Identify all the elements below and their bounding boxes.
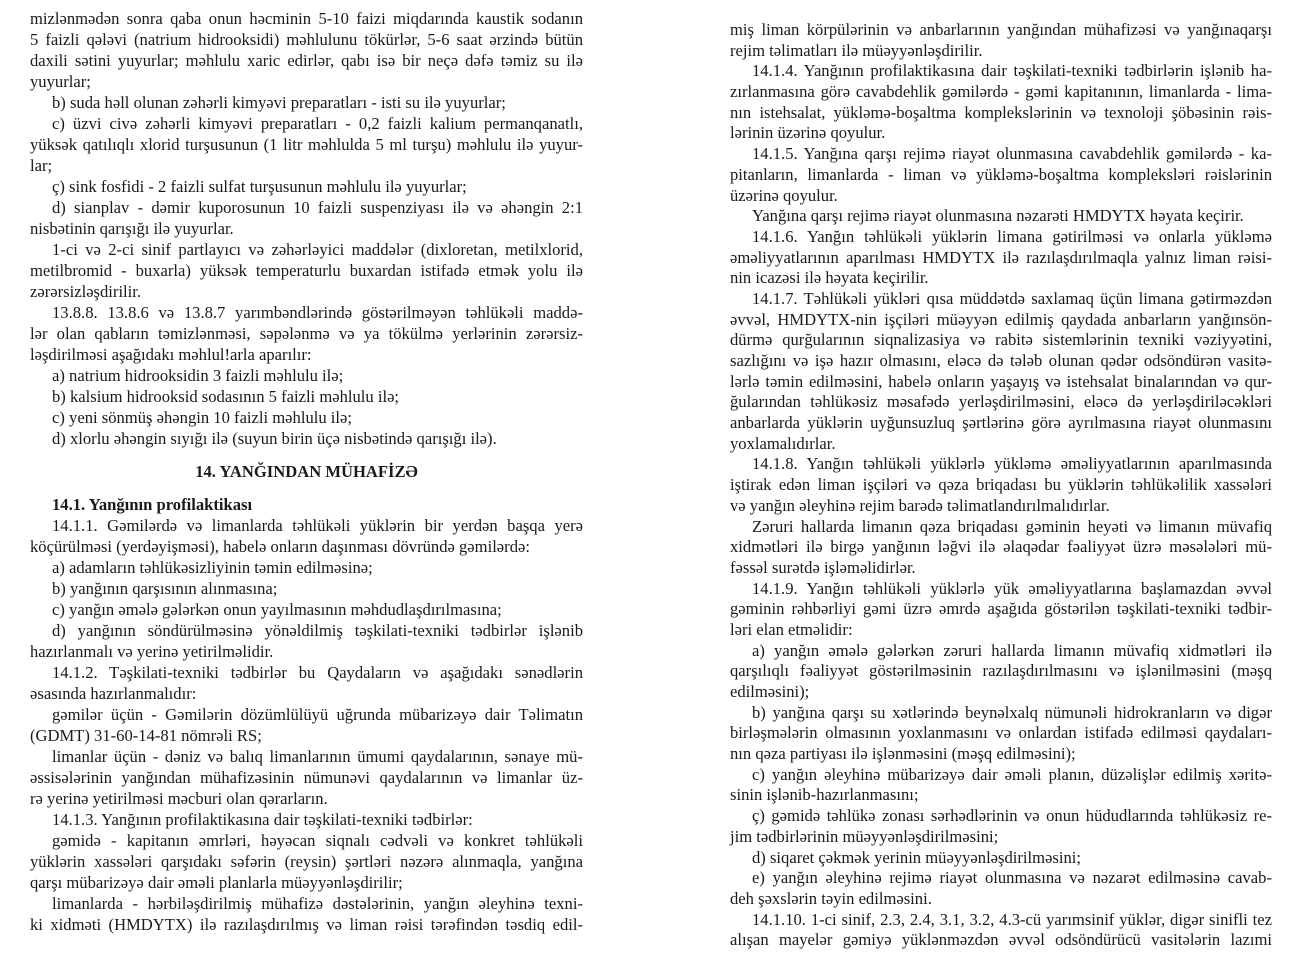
text-line: limanlar üçün - dəniz və balıq limanlarının ümumi qaydalarının, sənaye mü- [52, 747, 583, 766]
text-line: iştirak edən liman işçiləri və qəza briqadası bu yüklərin təhlükəlilik xassələri [730, 475, 1272, 495]
text-line: a) yanğın əmələ gələrkən zəruri hallarda limanın müvafiq xidmətləri ilə [752, 640, 1272, 660]
text-line: rejim təlimatları ilə müəyyənləşdirilir. [730, 40, 983, 60]
text-line: qarşı mübarizəyə dair əməli planlarla müəyyənləşdirilir; [30, 873, 403, 892]
text-line: mizlənmədən sonra qaba onun həcminin 5-10 faizi miqdarında kaustik sodanın [30, 9, 583, 28]
text-line: anbarlarda yüklərin uyğunsuzluq şərtlərinə görə ayrılmasına riayət olunmasını [730, 413, 1272, 433]
text-line: d) siqaret çəkmək yerinin müəyyənləşdirilməsini; [752, 847, 1082, 867]
text-line: b) suda həll olunan zəhərli kimyəvi preparatları - isti su ilə yuyurlar; [52, 93, 506, 112]
text-line: zərərsizləşdirilir. [30, 282, 142, 301]
text-line: 14.1.3. Yanğının profilaktikasına dair təşkilati-texniki tədbirlər: [52, 810, 473, 829]
subsection-heading: 14.1. Yanğının profilaktikası [52, 495, 253, 514]
text-line: 1-ci və 2-ci sinif partlayıcı və zəhərləyici maddələr (dixloretan, metilxlorid, [52, 240, 583, 259]
text-line: ki xidməti (HMDYTX) ilə razılaşdırılmış və liman rəisi tərəfindən təsdiq edil- [30, 915, 583, 934]
text-line: əvvəl, HMDYTX-nin işçiləri müəyyən edilmiş qaydada anbarların yanğınsön- [730, 309, 1272, 329]
text-line: sazlığını və işə hazır olmasını, eləcə də tələb olunan qədər odsöndürən vasitə- [730, 351, 1272, 370]
text-line: deh şəxslərin təyin edilməsini. [730, 888, 932, 908]
left-column [30, 8, 583, 935]
text-line: ğularından təhlükəsiz məsafədə yerləşdirilməsini, eləcə də yerləşdiriləcəkləri [730, 392, 1272, 412]
text-line: fəssəl surətdə işləməlidirlər. [730, 557, 916, 577]
text-line: birləşmələrin olmasının yoxlanmasını və onlardan istifadə edilməsi qaydaları- [730, 723, 1272, 743]
text-line: c) yanğın əmələ gələrkən onun yayılmasının məhdudlaşdırılmasına; [52, 600, 502, 619]
text-line: Zəruri hallarda limanın qəza briqadası gəminin heyəti və limanın müvafiq [752, 516, 1272, 536]
text-line: (GDMT) 31-60-14-81 nömrəli RS; [30, 726, 262, 745]
text-line: d) sianplav - dəmir kuporosunun 10 faizli suspenziyası ilə və əhəngin 2:1 [52, 198, 583, 217]
text-line: lərlə təmin edilməsini, habelə onların yaşayış və istehsalat binalarından və qur- [730, 371, 1272, 391]
text-line: üzərinə qoyulur. [730, 185, 838, 205]
text-line: 14.1.5. Yanğına qarşı rejimə riayət olunmasına cavabdehlik gəmilərdə - ka- [752, 144, 1272, 164]
text-line: əməliyyatlarının aparılması HMDYTX ilə razılaşdırılmaqla yalnız liman rəisi- [730, 247, 1272, 267]
text-line: gəmidə - kapitanın əmrləri, həyəcan siqnalı cədvəli və konkret təhlükəli [52, 831, 583, 850]
text-line: jim tədbirlərinin müəyyənləşdirilməsini; [730, 826, 999, 846]
text-line: nın qəza partiyası ilə işlənməsini (məşq edilməsini); [730, 744, 1076, 764]
text-line: lər olan qabların təmizlənməsi, səpələnmə və ya tökülmə yerlərinin zərərsiz- [30, 324, 583, 343]
text-line: ç) sink fosfidi - 2 faizli sulfat turşusunun məhlulu ilə yuyurlar; [52, 177, 467, 196]
text-line: sinin işlənib-hazırlanmasını; [730, 785, 919, 805]
text-line: c) yeni sönmüş əhəngin 10 faizli məhlulu ilə; [52, 408, 353, 427]
text-line: nin icazəsi ilə həyata keçirilir. [730, 268, 929, 288]
text-line: 5 faizli qələvi (natrium hidrooksidi) məhlulunu tökürlər, 5-6 saat ərzində bütün [30, 30, 583, 49]
text-line: edilməsini); [730, 682, 810, 701]
text-line: d) xlorlu əhəngin sıyığı ilə (suyun birin üçə nisbətində qarışığı ilə). [52, 429, 497, 448]
text-line: c) üzvi civə zəhərli kimyəvi preparatları - 0,2 faizli kalium permanqanatlı, [52, 114, 583, 133]
text-line: ç) gəmidə təhlükə zonası sərhədlərinin və onun hüdudlarında təhlükəsiz re- [752, 806, 1272, 826]
text-line: Yanğına qarşı rejimə riayət olunmasına nəzarəti HMDYTX həyata keçirir. [752, 206, 1244, 226]
text-line: gəmilər üçün - Gəmilərin dözümlülüyü uğrunda mübarizəyə dair Təlimatın [52, 705, 583, 724]
text-line: metilbromid - buxarla) yüksək temperaturlu buxardan istifadə etmək yolu ilə [30, 261, 583, 280]
text-line: dürmə qurğularının siqnalizasiya və rabitə sistemlərinin texniki vəziyyətini, [730, 330, 1272, 350]
text-line: rə yerinə yetirilməsi məcburi olan qərarların. [30, 789, 328, 808]
text-line: və yanğın əleyhinə rejim barədə təlimatlandırılmalıdırlar. [730, 495, 1110, 515]
text-line: e) yanğın əleyhinə rejimə riayət olunmasına və nəzarət edilməsinə cavab- [752, 868, 1272, 888]
text-line: ləşdirilməsi aşağıdakı məhlul!arla aparılır: [30, 345, 312, 364]
text-line: yüksək qatılıqlı xlorid turşusunun (1 litr məhlulda 5 ml turşu) məhlulu ilə yuyur- [30, 135, 583, 154]
text-line: yüklərin xassələri qarşıdakı səfərin (reysin) şərtləri nəzərə alınmaqla, yanğına [30, 852, 583, 871]
text-line: limanlarda - hərbiləşdirilmiş mühafizə dəstələrinin, yanğın əleyhinə texni- [52, 894, 583, 913]
text-line: zırlanmasına görə cavabdehlik gəmilərdə - gəmi kapitanının, limanlarda - lima- [730, 82, 1272, 102]
text-line: 14.1.6. Yanğın təhlükəli yüklərin limana gətirilməsi və onlarla yükləmə [752, 226, 1272, 246]
text-line: a) natrium hidrooksidin 3 faizli məhlulu ilə; [52, 366, 344, 385]
text-line: alışan mayelər gəmiyə yüklənməzdən əvvəl odsöndürücü vasitələrin lazımi [730, 930, 1272, 950]
text-line: əssisələrinin yanğından mühafizəsinin nümunəvi qaydalarının və limanlar üz- [30, 768, 583, 787]
text-line: 14.1.9. Yanğın təhlükəli yüklərlə yük əməliyyatlarına başlamazdan əvvəl [752, 578, 1272, 598]
text-line: nisbətinin qarışığı ilə yuyurlar. [30, 219, 234, 238]
text-line: 14.1.1. Gəmilərdə və limanlarda təhlükəli yüklərin bir yerdən başqa yerə [52, 516, 583, 535]
text-line: 14.1.8. Yanğın təhlükəli yüklərlə yükləmə əməliyyatlarının aparılmasında [752, 454, 1272, 474]
text-line: b) yanğının qarşısının alınmasına; [52, 579, 278, 598]
text-line: d) yanğının söndürülməsinə yönəldilmiş təşkilati-texniki tədbirlər işlənib [52, 621, 583, 640]
text-line: lar; [30, 156, 53, 175]
text-line: daxili sətini yuyurlar; məhlulu xaric edirlər, qabı isə bir neçə dəfə təmiz su ilə [30, 51, 583, 70]
text-line: 14.1.4. Yanğının profilaktikasına dair təşkilati-texniki tədbirlərin işlənib ha- [752, 61, 1272, 81]
text-line: gəminin rəhbərliyi gəmi üzrə əmrdə aşağıda göstərilən təşkilati-texniki tədbir- [730, 599, 1272, 619]
text-line: nın istehsalat, yükləmə-boşaltma komplekslərinin və texnoloji şöbəsinin rəis- [730, 102, 1272, 122]
text-line: əsasında hazırlanmalıdır: [30, 684, 197, 703]
right-column [730, 20, 1272, 951]
text-line: köçürülməsi (yerdəyişməsi), habelə onların daşınması dövründə gəmilərdə: [30, 537, 530, 556]
text-line: 14.1.10. 1-ci sinif, 2.3, 2.4, 3.1, 3.2, 4.3-cü yarımsinif yüklər, digər sinifli tez [752, 909, 1272, 929]
text-line: b) yanğına qarşı su xətlərində beynəlxalq nümunəli hidrokranların və digər [752, 702, 1272, 722]
text-line: pitanların, limanlarda - liman və yükləmə-boşaltma kompleksləri rəislərinin [730, 164, 1272, 184]
text-line: b) kalsium hidrooksid sodasının 5 faizli məhlulu ilə; [52, 387, 400, 406]
text-line: ləri elan etməlidir: [730, 619, 853, 639]
text-line: miş liman körpülərinin və anbarlarının yanğından mühafizəsi və yanğınaqarşı [730, 20, 1272, 39]
text-line: xidmətləri ilə birgə yanğının ləğvi ilə əlaqədar fəaliyyət üzrə məsələləri mü- [730, 537, 1272, 557]
text-line: lərinin üzərinə qoyulur. [730, 123, 886, 143]
text-line: yuyurlar; [30, 72, 91, 91]
text-line: 14.1.7. Təhlükəli yükləri qısa müddətdə saxlamaq üçün limana gətirməzdən [752, 288, 1272, 308]
text-line: qarşılıqlı fəaliyyət göstərilməsinin razılaşdırılmasını və işlənilməsini (məşq [730, 661, 1272, 681]
text-line: hazırlanmalı və yerinə yetirilməlidir. [30, 642, 274, 661]
text-line: yoxlamalıdırlar. [730, 433, 836, 453]
text-line: a) adamların təhlükəsizliyinin təmin edilməsinə; [52, 558, 373, 577]
text-line: 13.8.8. 13.8.6 və 13.8.7 yarımbəndlərində göstərilməyən təhlükəli maddə- [52, 303, 583, 322]
text-line: 14.1.2. Təşkilati-texniki tədbirlər bu Qaydaların və aşağıdakı sənədlərin [52, 663, 583, 682]
section-heading: 14. YANĞINDAN MÜHAFİZƏ [195, 462, 418, 481]
text-line: c) yanğın əleyhinə mübarizəyə dair əməli planın, düzəlişlər edilmiş xəritə- [752, 764, 1272, 784]
